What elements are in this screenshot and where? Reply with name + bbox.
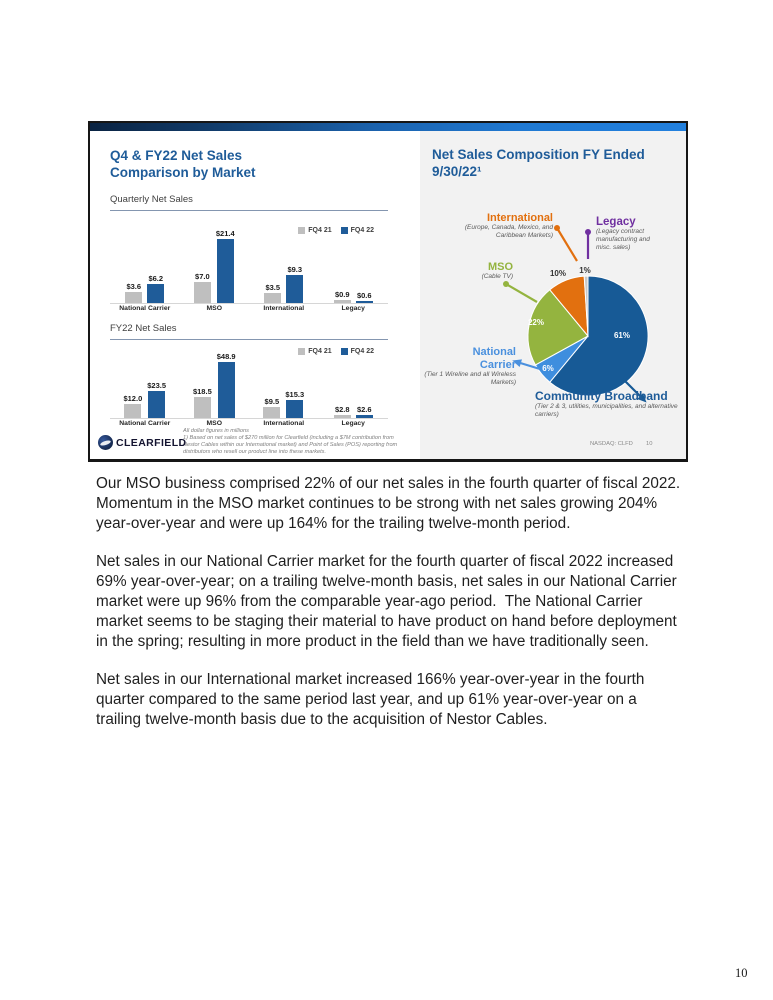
leader-dot-icon bbox=[585, 229, 591, 235]
footnote-line: All dollar figures in millions bbox=[183, 428, 249, 434]
legend-label: FQ4 21 bbox=[308, 227, 332, 234]
paragraph-mso: Our MSO business comprised 22% of our net sales in the fourth quarter of fiscal 2022. Momentum in the MSO market continues to be strong with net sales growing 204% year-over-year and were up 164% for the trailing twelve-month period. bbox=[96, 475, 689, 532]
bar bbox=[334, 300, 351, 303]
clearfield-logo-text: CLEARFIELD bbox=[116, 436, 187, 449]
slide-accent-bar bbox=[90, 123, 686, 131]
pie-percent-label: 6% bbox=[542, 364, 554, 373]
slide-right-panel bbox=[420, 131, 686, 459]
slide-right-title: Net Sales Composition FY Ended 9/30/22¹ bbox=[432, 147, 645, 179]
pie-percent-label: 22% bbox=[527, 318, 545, 327]
quarterly-net-sales-chart bbox=[110, 194, 388, 312]
bar-value-label: $15.3 bbox=[285, 390, 305, 399]
legend-item bbox=[341, 227, 374, 234]
pie-label-legacy: Legacy (Legacy contract manufacturing and misc. sales) bbox=[596, 216, 650, 251]
legend-swatch-icon bbox=[298, 227, 305, 234]
fy22-net-sales-chart bbox=[110, 323, 388, 427]
category-label: National Carrier bbox=[119, 420, 171, 427]
paragraph-international: Net sales in our International market increased 166% year-over-year in the fourth quarter compared to the same period last year, and up 61% year-over-year on a trailing twelve-month basis due to the acquisition of Nestor Cables. bbox=[96, 671, 649, 728]
bar-group bbox=[110, 213, 180, 312]
bar bbox=[148, 391, 165, 418]
bar bbox=[147, 284, 164, 303]
bar bbox=[194, 282, 211, 303]
bar-group bbox=[180, 342, 250, 427]
bar bbox=[264, 293, 281, 303]
page-number: 10 bbox=[735, 966, 748, 980]
pie-leader-line bbox=[506, 284, 537, 302]
category-label: MSO bbox=[206, 305, 222, 312]
bar bbox=[356, 301, 373, 303]
legend-label: FQ4 22 bbox=[350, 227, 374, 234]
footnote-line: 1) Based on net sales of $270 million for Clearfield (including a $7M contribution from Nestor Cables within our International market) and Point of Sales (POS) reporting from distributors who resell our product line into these markets. bbox=[183, 435, 398, 455]
bar-value-label: $2.6 bbox=[356, 405, 372, 414]
bar-value-label: $7.0 bbox=[195, 272, 210, 281]
bar bbox=[263, 407, 280, 418]
slide-footnote bbox=[183, 428, 403, 456]
legend-label: FQ4 22 bbox=[350, 348, 374, 355]
leader-dot-icon bbox=[503, 281, 509, 287]
chart-section-title: FY22 Net Sales bbox=[110, 323, 388, 340]
clearfield-logo-icon bbox=[98, 435, 113, 450]
bar-value-label: $2.8 bbox=[334, 405, 350, 414]
paragraph-national-carrier: Net sales in our National Carrier market for the fourth quarter of fiscal 2022 increased 69% year-over-year; on a trailing twelve-month basis, net sales in our National Carrier market were up 96% from the comparable year-ago period. The National Carrier market seems to be staging their material to have product on hand before deployment in the spring; resulting in more product in the field than we have traditionally seen. bbox=[96, 553, 682, 650]
letter-body bbox=[96, 474, 689, 749]
pie-leader-line bbox=[557, 228, 577, 261]
pie-percent-label: 1% bbox=[579, 266, 591, 275]
bar bbox=[334, 415, 351, 418]
legend-label: FQ4 21 bbox=[308, 348, 332, 355]
category-label: International bbox=[263, 420, 305, 427]
bar-value-label: $3.6 bbox=[126, 282, 142, 291]
bar bbox=[194, 397, 211, 418]
bar-value-label: $9.5 bbox=[264, 397, 280, 406]
category-label: Legacy bbox=[341, 305, 365, 312]
bar-plot bbox=[110, 342, 388, 427]
pie-label-mso: MSO (Cable TV) bbox=[481, 261, 513, 280]
chart-legend bbox=[298, 348, 374, 355]
pie-label-international: International (Europe, Canada, Mexico, and Caribbean Markets) bbox=[464, 212, 553, 239]
slide-page-number: 10 bbox=[646, 441, 653, 447]
bar-value-label: $0.9 bbox=[334, 290, 350, 299]
bar-value-label: $23.5 bbox=[147, 381, 167, 390]
legend-swatch-icon bbox=[341, 348, 348, 355]
bar-value-label: $21.4 bbox=[215, 229, 235, 238]
category-label: National Carrier bbox=[119, 305, 171, 312]
slide-left-panel bbox=[90, 131, 420, 459]
bar bbox=[124, 404, 141, 418]
legend-swatch-icon bbox=[341, 227, 348, 234]
embedded-slide bbox=[88, 121, 688, 462]
legend-swatch-icon bbox=[298, 348, 305, 355]
category-label: International bbox=[263, 305, 305, 312]
nasdaq-ticker: NASDAQ: CLFD bbox=[590, 441, 633, 447]
chart-legend bbox=[298, 227, 374, 234]
pie-percent-label: 61% bbox=[613, 331, 631, 340]
bar-value-label: $6.2 bbox=[148, 274, 164, 283]
pie-label-community-broadband: Community Broadband (Tier 2 & 3, utilities, municipalities, and alternative carriers) bbox=[535, 389, 678, 418]
pie-label-national-carrier: National Carrier (Tier 1 Wireline and all Wireless Markets) bbox=[424, 346, 516, 386]
category-label: Legacy bbox=[341, 420, 365, 427]
clearfield-logo bbox=[98, 435, 187, 450]
bar bbox=[125, 292, 142, 303]
bar-value-label: $3.5 bbox=[265, 283, 281, 292]
legend-item bbox=[298, 227, 331, 234]
bar bbox=[356, 415, 373, 418]
bar-value-label: $18.5 bbox=[192, 387, 212, 396]
leader-dot-icon bbox=[554, 225, 560, 231]
chart-section-title: Quarterly Net Sales bbox=[110, 194, 388, 211]
bar bbox=[218, 362, 235, 418]
bar-value-label: $48.9 bbox=[216, 352, 236, 361]
bar bbox=[286, 400, 303, 418]
bar-value-label: $12.0 bbox=[123, 394, 143, 403]
bar bbox=[217, 239, 234, 303]
legend-item bbox=[298, 348, 331, 355]
legend-item bbox=[341, 348, 374, 355]
bar-plot bbox=[110, 213, 388, 312]
category-label: MSO bbox=[206, 420, 222, 427]
bar-group bbox=[180, 213, 250, 312]
bar-group bbox=[110, 342, 180, 427]
bar bbox=[286, 275, 303, 303]
slide-left-title: Q4 & FY22 Net Sales Comparison by Market bbox=[110, 148, 256, 180]
bar-value-label: $9.3 bbox=[287, 265, 303, 274]
bar-value-label: $0.6 bbox=[356, 291, 372, 300]
pie-percent-label: 10% bbox=[549, 269, 567, 278]
